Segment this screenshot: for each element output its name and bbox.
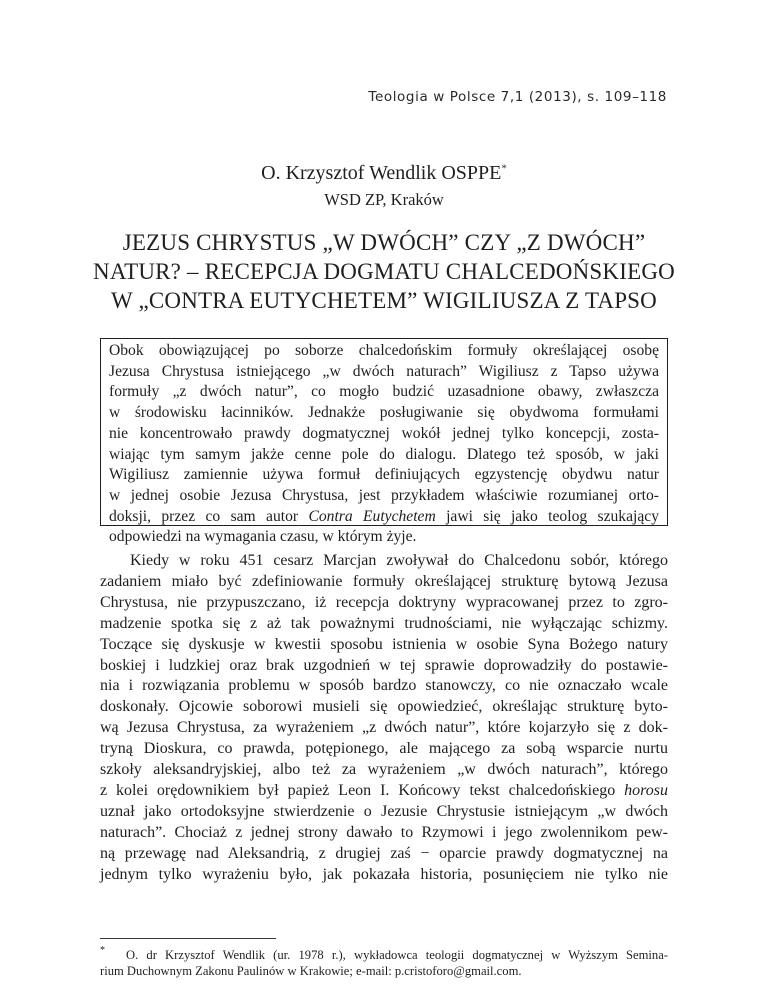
title-line-2: NATUR? – RECEPCJA DOGMATU CHALCEDOŃSKIEGO: [93, 259, 675, 284]
body-line: szkoły aleksandryjskiej, albo też za wyrażeniem „w dwóch naturach”, którego: [100, 761, 668, 779]
journal-header: Teologia w Polsce 7,1 (2013), s. 109–118: [368, 89, 667, 105]
body-line: Chrystusa, nie przypuszczano, iż recepcja doktryny wypracowanej przez to zgro-: [100, 593, 668, 611]
term-italic: horosu: [624, 781, 668, 799]
abstract-line: Obok obowiązującej po soborze chalcedońskim formuły określającej osobę: [109, 342, 659, 359]
abstract-line: Wigiliusz zamiennie używa formuł definiujących egzystencję obydwu natur: [109, 466, 659, 484]
footnote-line: [100, 963, 668, 979]
body-line: madzenie spotka się z aż tak poważnymi trudnościami, nie wyłączając schizmy.: [100, 614, 668, 632]
article-title: [80, 228, 688, 315]
title-line-1: JEZUS CHRYSTUS „W DWÓCH” CZY „Z DWÓCH”: [122, 230, 646, 255]
body-line: ną przewagę nad Aleksandrią, z drugiej zaś − oparcie prawdy dogmatycznej na: [100, 844, 668, 862]
abstract-box: [100, 338, 668, 546]
abstract-line: nie koncentrowało prawdy dogmatycznej wokół jednej tylko koncepcji, zosta-: [109, 424, 659, 442]
body-text: z kolei orędownikiem był papież Leon I. Końcowy tekst chalcedońskiego: [100, 781, 625, 799]
footnote: [100, 947, 668, 979]
author-affiliation: WSD ZP, Kraków: [324, 190, 444, 209]
abstract-line: wiając tym samym jakże cenne pole do dialogu. Dlatego też sposób, w jaki: [109, 445, 659, 463]
author-name: [0, 162, 768, 185]
body-line: doskonały. Ojcowie soborowi musieli się opowiedzieć, określając strukturę byto-: [100, 698, 668, 716]
body-line: zadaniem miało być zdefiniowanie formuły określającej strukturę bytową Jezusa: [100, 572, 668, 590]
body-line: Toczące się dyskusje w kwestii sposobu istnienia w osobie Syna Bożego natury: [100, 635, 668, 653]
body-line: tryną Dioskura, co prawda, potępionego, ale mającego za sobą wsparcie nurtu: [100, 740, 668, 758]
body-line: uznał jako ortodoksyjne stwierdzenie o Jezusie Chrystusie istniejącym „w dwóch: [100, 802, 668, 820]
footnote-rule: [100, 938, 276, 939]
body-line: wą Jezusa Chrystusa, za wyrażeniem „z dwóch natur”, które kojarzyło się z dok-: [100, 719, 668, 737]
abstract-text: jawi się jako teolog szukający: [435, 507, 659, 525]
footnote-marker: *: [100, 945, 105, 956]
abstract-line: Jezusa Chrystusa istniejącego „w dwóch naturach” Wigiliusz z Tapso używa: [109, 362, 659, 380]
body-line: naturach”. Chociaż z jednej strony dawało to Rzymowi i jego zwolennikom pew-: [100, 823, 668, 841]
footnote-text: [100, 947, 668, 979]
work-title-italic: Contra Eutychetem: [308, 507, 436, 525]
body-line: nia i rozwiązania problemu w sposób bardzo stanowczy, co nie oznaczało wcale: [100, 677, 668, 695]
footnote-line: O. dr Krzysztof Wendlik (ur. 1978 r.), wykładowca teologii dogmatycznej w Wyższym Semina-: [126, 948, 668, 962]
abstract-line: odpowiedzi na wymagania czasu, w którym żyje.: [109, 528, 417, 546]
body-line: boskiej i ludzkiej oraz brak uzgodnień w tej sprawie doprowadziły do postawie-: [100, 656, 668, 674]
body-paragraph: [100, 551, 668, 886]
abstract-text: doksji, przez co sam autor: [109, 507, 309, 525]
body-line: jednym tylko wyrażeniu było, jak pokazała historia, posunięciem nie tylko nie: [100, 865, 668, 883]
footnote-text-content: rium Duchownym Zakonu Paulinów w Krakowie; e-mail: p.cristoforo@gmail.com.: [100, 964, 522, 978]
author-name-text: O. Krzysztof Wendlik OSPPE: [261, 162, 502, 184]
abstract-line: w jednej osobie Jezusa Chrystusa, jest przykładem właściwie rozumianej orto-: [109, 486, 659, 504]
abstract-line: [109, 507, 659, 528]
body-line: [100, 781, 668, 802]
title-line-3: W „CONTRA EUTYCHETEM” WIGILIUSZA Z TAPSO: [111, 288, 657, 313]
abstract-line: w środowisku łacinników. Jednakże posługiwanie się obydwoma formułami: [109, 404, 659, 422]
author-footnote-marker[interactable]: *: [501, 162, 507, 175]
body-line: Kiedy w roku 451 cesarz Marcjan zwoływał do Chalcedonu sobór, którego: [130, 552, 668, 569]
abstract-line: formuły „z dwóch natur”, co mogło budzić uzasadnione obawy, zwłaszcza: [109, 383, 659, 401]
